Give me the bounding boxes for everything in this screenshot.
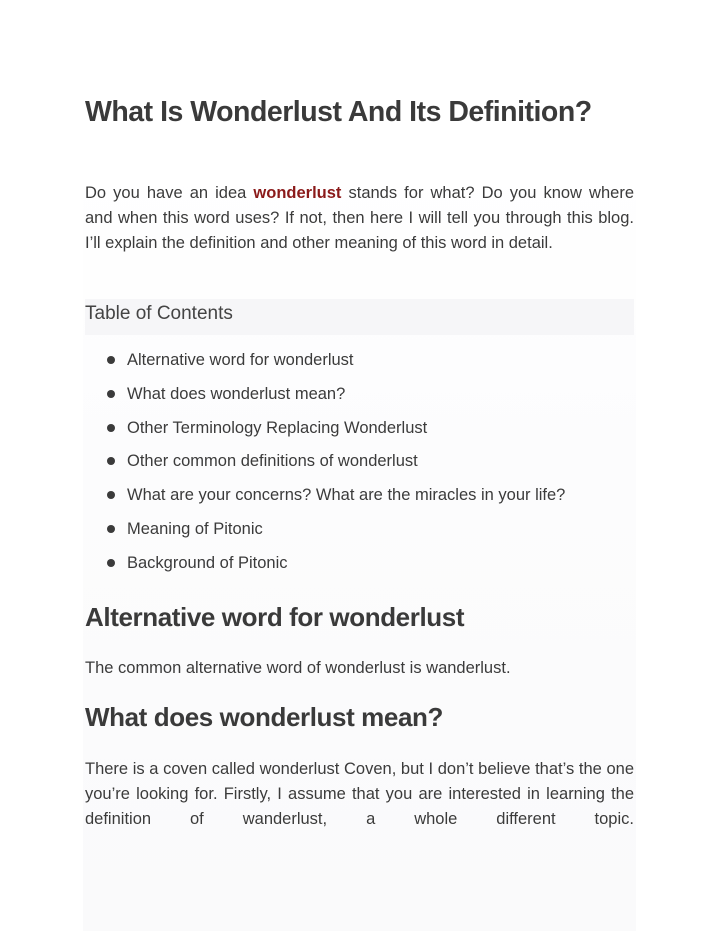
toc-item[interactable]: [85, 346, 565, 380]
bullet-icon: [107, 390, 115, 398]
toc-item[interactable]: [85, 447, 565, 481]
toc-item-label: Background of Pitonic: [127, 553, 288, 572]
bullet-icon: [107, 559, 115, 567]
section-heading-meaning: What does wonderlust mean?: [85, 702, 443, 732]
section-heading-alternative-word: Alternative word for wonderlust: [85, 602, 465, 632]
toc-item-label: Meaning of Pitonic: [127, 519, 263, 538]
intro-paragraph: [85, 181, 634, 257]
toc-item[interactable]: [85, 414, 565, 448]
page-title: What Is Wonderlust And Its Definition?: [85, 96, 592, 128]
toc-item[interactable]: [85, 515, 565, 549]
bullet-icon: [107, 457, 115, 465]
section-body-meaning: There is a coven called wonderlust Coven, but I don’t believe that’s the one you’re looking for. Firstly, I assume that you are interested in learning the definition of wanderlust, a whole different topic.: [85, 760, 634, 829]
toc-item[interactable]: [85, 481, 565, 515]
toc-title: Table of Contents: [85, 303, 233, 324]
bullet-icon: [107, 491, 115, 499]
wonderlust-keyword-link[interactable]: wonderlust: [253, 184, 342, 202]
bullet-icon: [107, 525, 115, 533]
toc-item[interactable]: [85, 549, 565, 583]
toc-item-label: What does wonderlust mean?: [127, 384, 346, 403]
bullet-icon: [107, 356, 115, 364]
toc-item-label: Other Terminology Replacing Wonderlust: [127, 418, 428, 437]
section-body-alternative-word: The common alternative word of wonderlust is wanderlust.: [85, 659, 511, 677]
intro-text-before: Do you have an idea: [85, 184, 254, 202]
toc-item[interactable]: [85, 380, 565, 414]
intro-text-after: stands for what? Do you know where and when this word uses? If not, then here I will tell you through this blog. I’ll explain the definition and other meaning of this word in detail.: [85, 184, 634, 253]
toc-item-label: Alternative word for wonderlust: [127, 351, 354, 369]
toc-item-label: Other common definitions of wonderlust: [127, 452, 418, 471]
bullet-icon: [107, 424, 115, 432]
toc-item-label: What are your concerns? What are the miracles in your life?: [127, 486, 566, 505]
toc-list: [85, 346, 565, 583]
